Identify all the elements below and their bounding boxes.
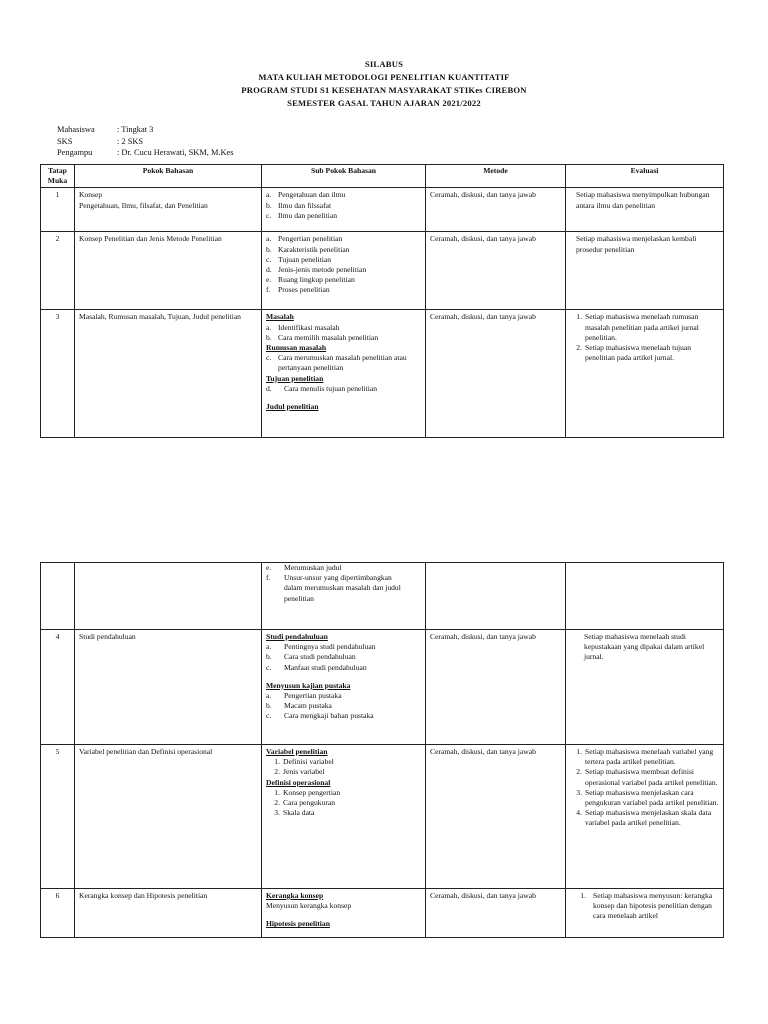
list-marker: 1.: [274, 757, 280, 767]
sub-pokok: [262, 630, 426, 745]
evaluasi: [566, 745, 724, 889]
evaluasi: [566, 563, 724, 630]
list-item: Setiap mahasiswa menyusun: kerangka konsep dan hipotesis penelitian dengan cara menelaah artikel: [593, 891, 713, 921]
list-item: Setiap mahasiswa menjelaskan skala data variabel pada artikel penelitian.: [585, 808, 712, 828]
sks-label: SKS: [57, 136, 73, 146]
evaluasi: [566, 310, 724, 438]
list-item: Macam pustaka: [284, 701, 332, 711]
list-item: Cara memilih masalah penelitian: [278, 332, 379, 342]
sub-pokok: [262, 232, 426, 310]
list-item: Setiap mahasiswa menelaah variabel yang tertera pada artikel penelitian.: [585, 747, 714, 767]
header-line-3: PROGRAM STUDI S1 KESEHATAN MASYARAKAT STIKes CIREBON: [241, 85, 527, 95]
row-number: 1: [41, 188, 75, 232]
list-item: Pengertian pustaka: [284, 691, 342, 701]
table-row-continuation: [41, 563, 724, 630]
header-line-2: MATA KULIAH METODOLOGI PENELITIAN KUANTITATIF: [258, 72, 510, 82]
list-marker: c.: [266, 210, 272, 220]
pokok-bahasan: Masalah, Rumusan masalah, Tujuan, Judul penelitian: [75, 310, 262, 438]
pokok-bahasan: Kerangka konsep dan Hipotesis penelitian: [75, 889, 262, 938]
list-item: Konsep pengertian: [283, 787, 341, 797]
list-item: Tujuan penelitian: [278, 254, 332, 264]
list-marker: 2.: [274, 767, 280, 777]
sub-heading: Kerangka konsep: [266, 891, 324, 900]
pokok-line: Pengetahuan, Ilmu, filsafat, dan Penelitian: [79, 200, 208, 210]
list-marker: a.: [266, 691, 272, 701]
row-number: [41, 563, 75, 630]
metode: Ceramah, diskusi, dan tanya jawab: [426, 630, 566, 745]
document-header: [0, 58, 768, 110]
list-item: Jenis variabel: [283, 767, 325, 777]
sub-heading: Tujuan penelitian: [266, 373, 324, 383]
list-marker: c.: [266, 711, 272, 721]
sks-value: : 2 SKS: [117, 136, 144, 146]
list-item: Ruang lingkup penelitian: [278, 275, 355, 285]
list-marker: c.: [266, 254, 272, 264]
list-item: Setiap mahasiswa menelaah tujuan penelitian pada artikel jurnal.: [585, 343, 692, 363]
list-marker: b.: [266, 332, 272, 342]
col-header-pokok: Pokok Bahasan: [75, 165, 262, 188]
metode: Ceramah, diskusi, dan tanya jawab: [426, 232, 566, 310]
sub-heading: Masalah: [266, 312, 294, 322]
sub-heading: Variabel penelitian: [266, 747, 328, 756]
row-number: 2: [41, 232, 75, 310]
metode: Ceramah, diskusi, dan tanya jawab: [426, 889, 566, 938]
sub-text: Menyusun kerangka konsep: [266, 901, 352, 911]
pokok-bahasan: Studi pendahuluan: [75, 630, 262, 745]
evaluasi-text: Setiap mahasiswa menyimpulkan hubungan antara ilmu dan penelitian: [576, 190, 710, 210]
metode: [426, 563, 566, 630]
list-marker: a.: [266, 322, 272, 332]
list-marker: b.: [266, 652, 272, 662]
col-header-evaluasi: Evaluasi: [566, 165, 724, 188]
list-marker: b.: [266, 200, 272, 210]
course-info: [57, 124, 234, 159]
row-number: 4: [41, 630, 75, 745]
list-marker: 2.: [576, 343, 582, 353]
pokok-bahasan: [75, 188, 262, 232]
pengampu-label: Pengampu: [57, 148, 93, 157]
list-marker: 3.: [576, 787, 582, 797]
col-header-metode: Metode: [426, 165, 566, 188]
sub-heading: Studi pendahuluan: [266, 632, 328, 641]
sub-heading: Judul penelitian: [266, 402, 319, 412]
list-item: Pentingnya studi pendahuluan: [284, 642, 376, 652]
list-item: Pengetahuan dan ilmu: [278, 190, 346, 200]
sub-heading: Definisi operasional: [266, 777, 331, 787]
list-item: Cara mengkaji bahan pustaka: [284, 711, 374, 721]
list-marker: 2.: [576, 767, 582, 777]
list-item: Proses penelitian: [278, 285, 330, 295]
list-marker: c.: [266, 662, 272, 672]
list-marker: d.: [266, 265, 272, 275]
list-item: Ilmu dan penelitian: [278, 210, 338, 220]
list-item: Cara studi pendahuluan: [284, 652, 356, 662]
list-item: Setiap mahasiswa menelaah rumusan masalah penelitian pada artikel jurnal penelitian.: [585, 312, 699, 342]
list-item: Karakteristik penelitian: [278, 244, 350, 254]
evaluasi-text: Setiap mahasiswa menelaah studi kepustakaan yang dipakai dalam artikel jurnal.: [584, 632, 705, 662]
list-marker: 1.: [576, 312, 582, 322]
mahasiswa-value: : Tingkat 3: [117, 125, 154, 134]
evaluasi: [566, 889, 724, 938]
list-item: Identifikasi masalah: [278, 322, 340, 332]
pokok-bahasan: [75, 563, 262, 630]
list-marker: a.: [266, 190, 272, 200]
table-row: [41, 232, 724, 310]
metode: Ceramah, diskusi, dan tanya jawab: [426, 745, 566, 889]
list-marker: c.: [266, 353, 272, 363]
list-item: Setiap mahasiswa membuat definisi operasional variabel pada artikel penelitian.: [585, 767, 718, 787]
table-row: [41, 630, 724, 745]
header-line-4: SEMESTER GASAL TAHUN AJARAN 2021/2022: [287, 98, 481, 108]
col-header-tatap-muka: Tatap Muka: [41, 165, 75, 188]
list-item: Definisi variabel: [283, 757, 334, 767]
list-item: Ilmu dan filssafat: [278, 200, 332, 210]
table-row: [41, 889, 724, 938]
list-marker: a.: [266, 642, 272, 652]
mahasiswa-label: Mahasiswa: [57, 125, 95, 134]
list-marker: d.: [266, 383, 272, 393]
metode: Ceramah, diskusi, dan tanya jawab: [426, 188, 566, 232]
pokok-bahasan: Variabel penelitian dan Definisi operasional: [75, 745, 262, 889]
list-marker: e.: [266, 275, 272, 285]
evaluasi: [566, 188, 724, 232]
list-item: Cara menulis tujuan penelitian: [284, 383, 377, 393]
list-item: Skala data: [283, 808, 315, 818]
metode: Ceramah, diskusi, dan tanya jawab: [426, 310, 566, 438]
header-line-1: SILABUS: [364, 59, 404, 69]
list-marker: a.: [266, 234, 272, 244]
table-row: [41, 310, 724, 438]
list-item: Cara pengukuran: [283, 798, 336, 808]
sub-pokok: [262, 745, 426, 889]
pengampu-value: : Dr. Cucu Herawati, SKM, M.Kes: [117, 148, 234, 157]
table-row: [41, 745, 724, 889]
syllabus-table-page-1: [40, 164, 724, 438]
row-number: 3: [41, 310, 75, 438]
table-row: [41, 188, 724, 232]
list-item: Pengertian penelitian: [278, 234, 343, 244]
col-header-sub: Sub Pokok Bahasan: [262, 165, 426, 188]
list-marker: b.: [266, 244, 272, 254]
sub-heading: Rumusan masalah: [266, 343, 327, 353]
table-header-row: [41, 165, 724, 188]
list-item: Manfaat studi pendahuluan: [284, 662, 367, 672]
list-marker: e.: [266, 563, 272, 572]
evaluasi-text: Setiap mahasiswa menjelaskan kembali prosedur penelitian: [576, 234, 697, 254]
row-number: 5: [41, 745, 75, 889]
list-marker: 1.: [576, 747, 582, 756]
list-item: Jenis-jenis metode penelitian: [278, 265, 367, 275]
list-marker: 1.: [274, 787, 280, 797]
sub-pokok: [262, 188, 426, 232]
list-marker: 4.: [576, 808, 582, 818]
sub-heading: Menyusun kajian pustaka: [266, 680, 351, 690]
list-item: Unsur-unsur yang dipertimbangkan dalam merumuskan masalah dan judul penelitian: [284, 573, 401, 603]
pokok-line: Konsep: [79, 190, 103, 200]
list-item: Cara merumuskan masalah penelitian atau pertanyaan penelitian: [278, 353, 407, 373]
sub-pokok: [262, 310, 426, 438]
list-marker: f.: [266, 285, 271, 295]
syllabus-table-page-2: [40, 562, 724, 938]
sub-pokok: [262, 889, 426, 938]
evaluasi: [566, 232, 724, 310]
list-marker: 3.: [274, 808, 280, 818]
list-item: Merumuskan judul: [284, 563, 342, 572]
evaluasi: [566, 630, 724, 745]
row-number: 6: [41, 889, 75, 938]
list-marker: b.: [266, 701, 272, 711]
sub-pokok: [262, 563, 426, 630]
list-marker: 2.: [274, 798, 280, 808]
sub-heading: Hipotesis penelitian: [266, 919, 330, 929]
list-marker: 1.: [580, 891, 586, 900]
list-marker: f.: [266, 573, 271, 583]
pokok-bahasan: Konsep Penelitian dan Jenis Metode Penelitian: [75, 232, 262, 310]
list-item: Setiap mahasiswa menjelaskan cara pengukuran variabel pada artikel penelitian.: [585, 787, 719, 808]
